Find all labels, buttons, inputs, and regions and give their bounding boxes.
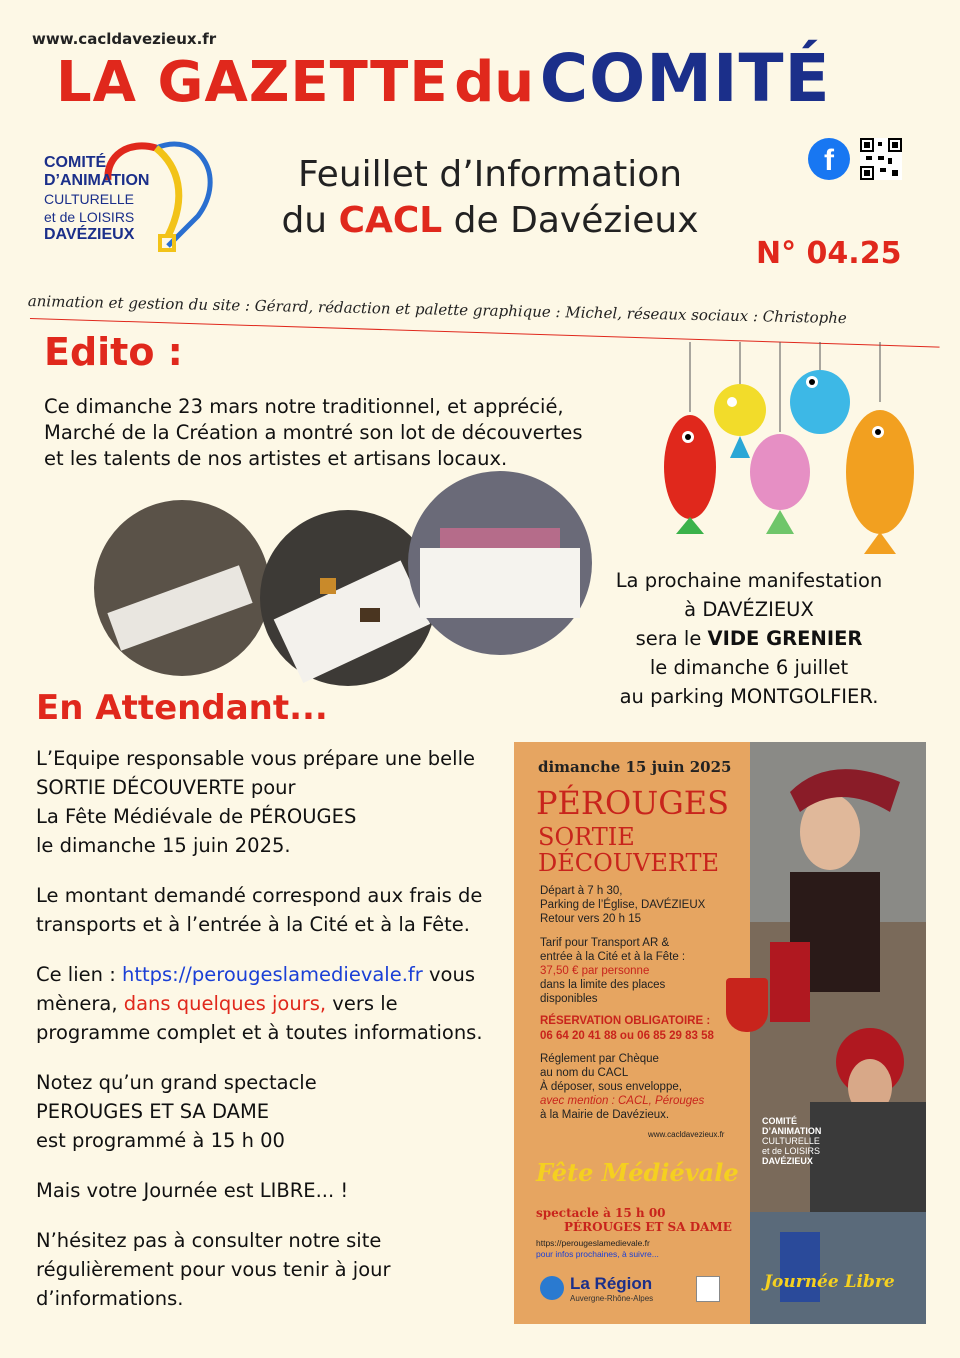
attendant-p3-post: vers le programme complet et à toutes informations. <box>36 992 483 1044</box>
subtitle <box>240 152 740 244</box>
poster-journee: Journée Libre <box>764 1272 895 1292</box>
next-event-line-3 <box>596 624 902 653</box>
poster-spectacle-2: PÉROUGES ET SA DAME <box>564 1220 732 1234</box>
title-part-3: COMITÉ <box>539 40 831 117</box>
next-event-line-5: au parking MONTGOLFIER. <box>619 685 879 708</box>
poster-resa-1: RÉSERVATION OBLIGATOIRE : <box>540 1015 711 1027</box>
dragon-shield-icon <box>726 978 768 1032</box>
next-event-pre: sera le <box>635 627 708 650</box>
poster-title-2: SORTIE <box>538 823 635 851</box>
poster-mini-logo <box>762 1116 821 1166</box>
mini-logo-2: D’ANIMATION <box>762 1126 822 1136</box>
attendant-para-6: N’hésitez pas à consulter notre site régulièrement pour vous tenir à jour d’informations. <box>36 1229 391 1310</box>
credits: animation et gestion du site : Gérard, rédaction et palette graphique : Michel, réseaux sociaux : Christophe <box>27 292 847 328</box>
logo-line-3: CULTURELLE <box>44 191 134 207</box>
logo-line-4: et de LOISIRS <box>44 209 135 225</box>
poster-region: La Région <box>570 1274 653 1293</box>
subtitle-town: de Davézieux <box>453 200 699 241</box>
attendant-p1-l3: La Fête Médiévale de PÉROUGES <box>36 805 357 828</box>
poster-fete: Fête Médiévale <box>536 1158 739 1187</box>
attendant-p3-mid: vous mènera, <box>36 963 475 1015</box>
poster-resa-2[interactable]: 06 64 20 41 88 ou 06 85 29 83 58 <box>540 1030 714 1042</box>
poster-link-2: pour infos prochaines, à suivre... <box>536 1249 659 1259</box>
poster-dep-1: Départ à 7 h 30, <box>540 885 623 897</box>
poster-departure <box>540 884 705 926</box>
edito-text: Ce dimanche 23 mars notre traditionnel, et apprécié, Marché de la Création a montré son lot de découvertes et les talents de nos artistes et artisans locaux. <box>44 395 583 470</box>
event-poster <box>514 742 926 1324</box>
poster-reg-1: Réglement par Chèque <box>540 1053 659 1065</box>
logo-line-1: COMITÉ <box>44 154 107 171</box>
attendant-p4-l2: PEROUGES ET SA DAME <box>36 1100 270 1123</box>
subtitle-cacl: CACL <box>338 200 443 241</box>
attendant-para-4 <box>36 1068 506 1155</box>
poster-tarif-3: 37,50 € par personne <box>540 965 650 977</box>
poster-tarif-5: disponibles <box>540 993 598 1005</box>
poster-dep-3: Retour vers 20 h 15 <box>540 913 642 925</box>
site-url[interactable]: www.cacldavezieux.fr <box>32 30 217 48</box>
next-event-line-1: La prochaine manifestation <box>615 569 883 592</box>
poster-link-1[interactable]: https://perougeslamedievale.fr <box>536 1238 650 1248</box>
poster-date: dimanche 15 juin 2025 <box>538 758 732 776</box>
attendant-p4-l3: est programmé à 15 h 00 <box>36 1129 285 1152</box>
attendant-text <box>36 744 506 1334</box>
attendant-para-3 <box>36 960 506 1047</box>
attendant-heading: En Attendant... <box>36 688 328 728</box>
attendant-p1-l2: SORTIE DÉCOUVERTE pour <box>36 776 296 799</box>
poster-site[interactable]: www.cacldavezieux.fr <box>648 1130 725 1139</box>
poster-reg-4: avec mention : CACL, Pérouges <box>540 1095 705 1107</box>
poster-title-1: PÉROUGES <box>536 784 730 822</box>
fish-illustration <box>640 342 930 562</box>
attendant-para-1 <box>36 744 506 860</box>
qr-code-icon[interactable] <box>860 138 902 180</box>
poster-payment <box>540 1052 704 1122</box>
issue-number: N° 04.25 <box>756 236 902 271</box>
attendant-p1-l4: le dimanche 15 juin 2025. <box>36 834 291 857</box>
mini-logo-5: DAVÉZIEUX <box>762 1156 813 1166</box>
poster-reg-3: À déposer, sous enveloppe, <box>540 1081 682 1093</box>
gazette-title <box>56 40 916 117</box>
attendant-p1-l1: L’Equipe responsable vous prépare une belle <box>36 747 476 770</box>
poster-region-sub: Auvergne-Rhône-Alpes <box>570 1294 654 1303</box>
attendant-para-2: Le montant demandé correspond aux frais de transports et à l’entrée à la Cité et à la Fête. <box>36 884 483 936</box>
next-event-line-2: à DAVÉZIEUX <box>684 598 814 621</box>
region-icon <box>540 1276 564 1300</box>
attendant-para-5: Mais votre Journée est LIBRE... ! <box>36 1179 349 1202</box>
poster-reservation <box>540 1014 714 1044</box>
poster-dep-2: Parking de l’Église, DAVÉZIEUX <box>540 899 706 911</box>
title-part-2: du <box>454 50 535 115</box>
title-part-1: LA GAZETTE <box>56 50 449 115</box>
market-photos <box>90 468 600 688</box>
subtitle-du: du <box>281 200 328 241</box>
poster-tarif <box>540 936 685 1006</box>
poster-photo <box>750 742 926 1324</box>
facebook-icon[interactable]: f <box>808 138 850 180</box>
town-crest-icon <box>696 1276 720 1302</box>
logo-text <box>44 154 149 244</box>
mini-logo-3: CULTURELLE <box>762 1136 820 1146</box>
next-event-name: VIDE GRENIER <box>707 627 863 650</box>
poster-spectacle-1: spectacle à 15 h 00 <box>536 1206 666 1220</box>
poster-tarif-2: entrée à la Cité et à la Fête : <box>540 951 686 963</box>
poster-reg-5: à la Mairie de Davézieux. <box>540 1109 670 1121</box>
edito-heading: Edito : <box>44 330 183 374</box>
subtitle-line-2 <box>240 198 740 244</box>
logo-line-5: DAVÉZIEUX <box>44 226 135 243</box>
mini-logo-1: COMITÉ <box>762 1116 797 1126</box>
next-event-line-4: le dimanche 6 juillet <box>649 656 849 679</box>
perouges-link[interactable]: https://perougeslamedievale.fr <box>121 963 423 986</box>
attendant-p4-l1: Notez qu’un grand spectacle <box>36 1071 317 1094</box>
logo-line-2: D’ANIMATION <box>44 172 150 189</box>
subtitle-line-1: Feuillet d’Information <box>297 154 683 195</box>
mini-logo-4: et de LOISIRS <box>762 1146 821 1156</box>
poster-title-3: DÉCOUVERTE <box>538 849 720 877</box>
poster-tarif-4: dans la limite des places <box>540 979 666 991</box>
next-event <box>596 566 902 711</box>
poster-tarif-1: Tarif pour Transport AR & <box>540 937 670 949</box>
cacl-logo <box>38 136 216 268</box>
poster-reg-2: au nom du CACL <box>540 1067 629 1079</box>
attendant-p3-red: dans quelques jours, <box>123 992 327 1015</box>
attendant-p3-pre: Ce lien : <box>36 963 122 986</box>
